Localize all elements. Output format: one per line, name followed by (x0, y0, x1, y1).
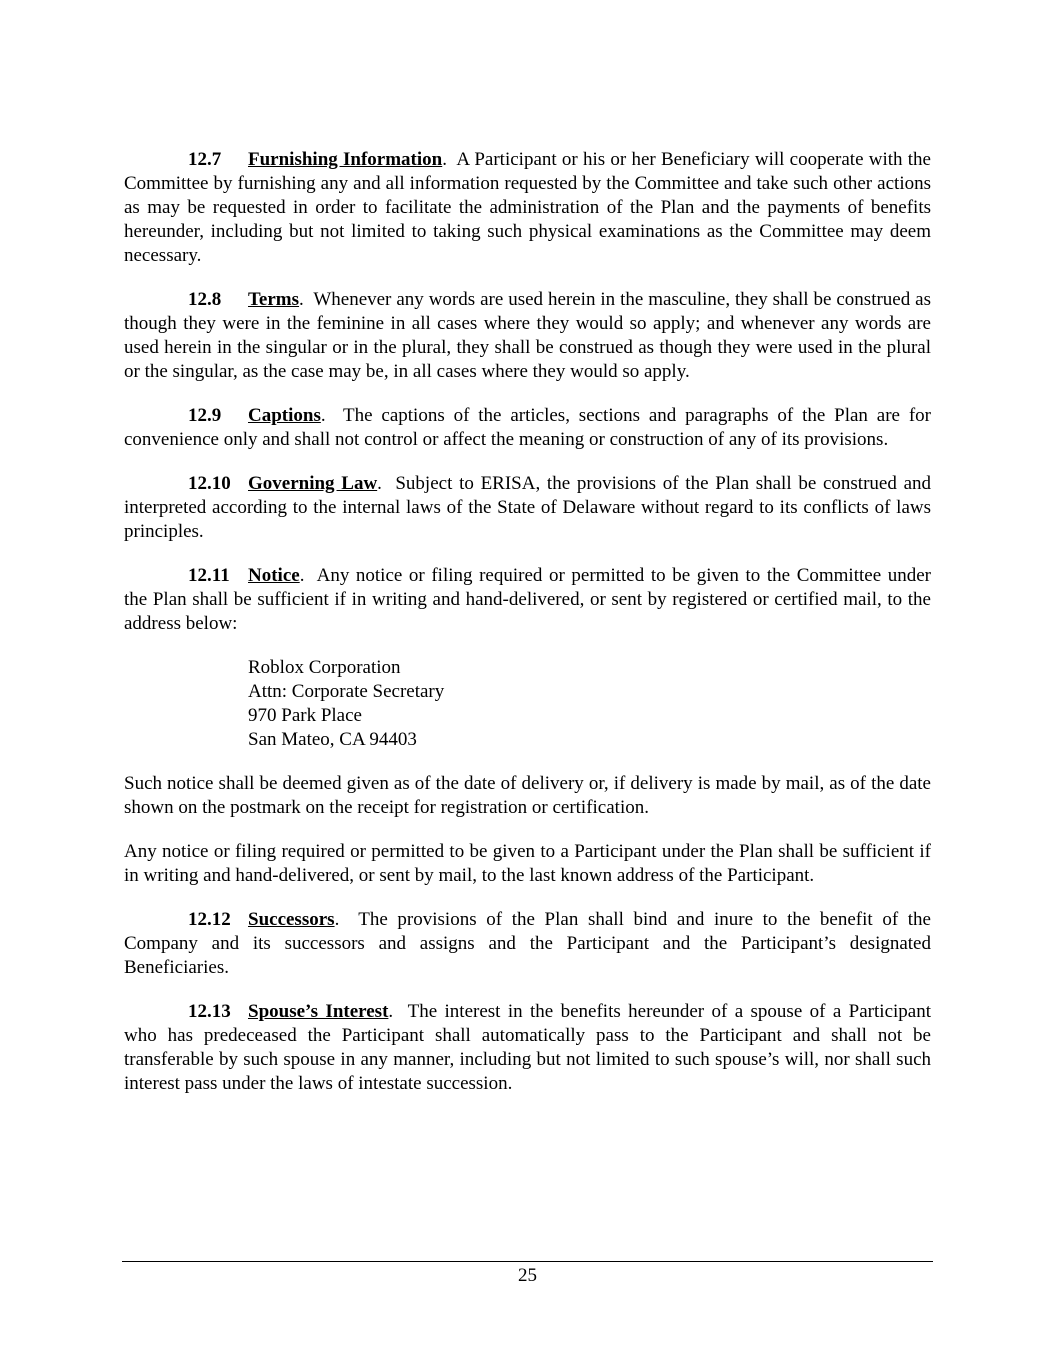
heading-period: . (299, 289, 304, 310)
section-heading: Successors (248, 909, 335, 930)
section-text: The captions of the articles, sections and paragraphs of the Plan are for convenience only and shall not control or affect the meaning or construction of any of its provisions. (124, 405, 936, 450)
section-number: 12.7 (188, 149, 222, 170)
section-heading: Captions (248, 405, 321, 426)
heading-period: . (388, 1001, 394, 1022)
notice-participant-paragraph: Any notice or filing required or permitted to be given to a Participant under the Plan shall be sufficient if in writing and hand-delivered, or sent by mail, to the last known address of the Participant. (124, 841, 931, 886)
section-12-8 (124, 288, 936, 384)
heading-period: . (334, 909, 340, 930)
notice-delivery-paragraph: Such notice shall be deemed given as of the date of delivery or, if delivery is made by mail, as of the date shown on the postmark on the receipt for registration or certification. (124, 773, 931, 818)
section-number: 12.12 (188, 909, 231, 930)
document-body (124, 148, 936, 1116)
section-12-7 (124, 148, 936, 268)
section-text: Whenever any words are used herein in the masculine, they shall be construed as though they were in the feminine in all cases where they would so apply; and whenever any words are used herein in the singular or in the plural, they shall be construed as though they were used in the plural or the singular, as the case may be, in all cases where they would so apply. (124, 289, 936, 382)
section-12-13 (124, 1000, 936, 1096)
section-heading: Notice (248, 565, 300, 586)
section-12-12 (124, 908, 936, 980)
section-number: 12.9 (188, 405, 222, 426)
section-text: Any notice or filing required or permitted to be given to the Committee under the Plan shall be sufficient if in writing and hand-delivered, or sent by registered or certified mail, to the address below: (124, 565, 936, 634)
address-attention: Attn: Corporate Secretary (248, 681, 445, 702)
section-text: The provisions of the Plan shall bind and inure to the benefit of the Company and its successors and assigns and the Participant and the Participant’s designated Beneficiaries. (124, 909, 936, 978)
heading-period: . (377, 473, 382, 494)
section-number: 12.11 (188, 565, 230, 586)
address-city-state-zip: San Mateo, CA 94403 (248, 729, 417, 750)
section-heading: Spouse’s Interest (248, 1001, 389, 1022)
heading-period: . (299, 565, 305, 586)
heading-period: . (442, 149, 447, 170)
section-12-11 (124, 564, 936, 636)
address-company: Roblox Corporation (248, 657, 401, 678)
section-text: The interest in the benefits hereunder of a spouse of a Participant who has predeceased the Participant shall automatically pass to the Participant and shall not be transferable by such spouse in any manner, including but not limited to such spouse’s will, nor shall such interest pass under the laws of intestate succession. (124, 1001, 936, 1094)
section-number: 12.8 (188, 289, 222, 310)
page-number: 25 (518, 1265, 537, 1286)
section-number: 12.13 (188, 1001, 231, 1022)
notice-address (248, 656, 931, 752)
footer-divider (122, 1261, 933, 1262)
section-number: 12.10 (188, 473, 231, 494)
section-text: A Participant or his or her Beneficiary will cooperate with the Committee by furnishing any and all information requested by the Committee and take such other actions as may be requested in order to facilitate the administration of the Plan and the payments of benefits hereunder, including but not limited to taking such physical examinations as the Committee may deem necessary. (124, 149, 936, 266)
section-text: Subject to ERISA, the provisions of the Plan shall be construed and interpreted according to the internal laws of the State of Delaware without regard to its conflicts of laws principles. (124, 473, 936, 542)
section-12-9 (124, 404, 936, 452)
section-heading: Terms (248, 289, 300, 310)
section-heading: Governing Law (248, 473, 378, 494)
address-street: 970 Park Place (248, 705, 362, 726)
heading-period: . (320, 405, 326, 426)
section-12-10 (124, 472, 936, 544)
section-heading: Furnishing Information (248, 149, 443, 170)
